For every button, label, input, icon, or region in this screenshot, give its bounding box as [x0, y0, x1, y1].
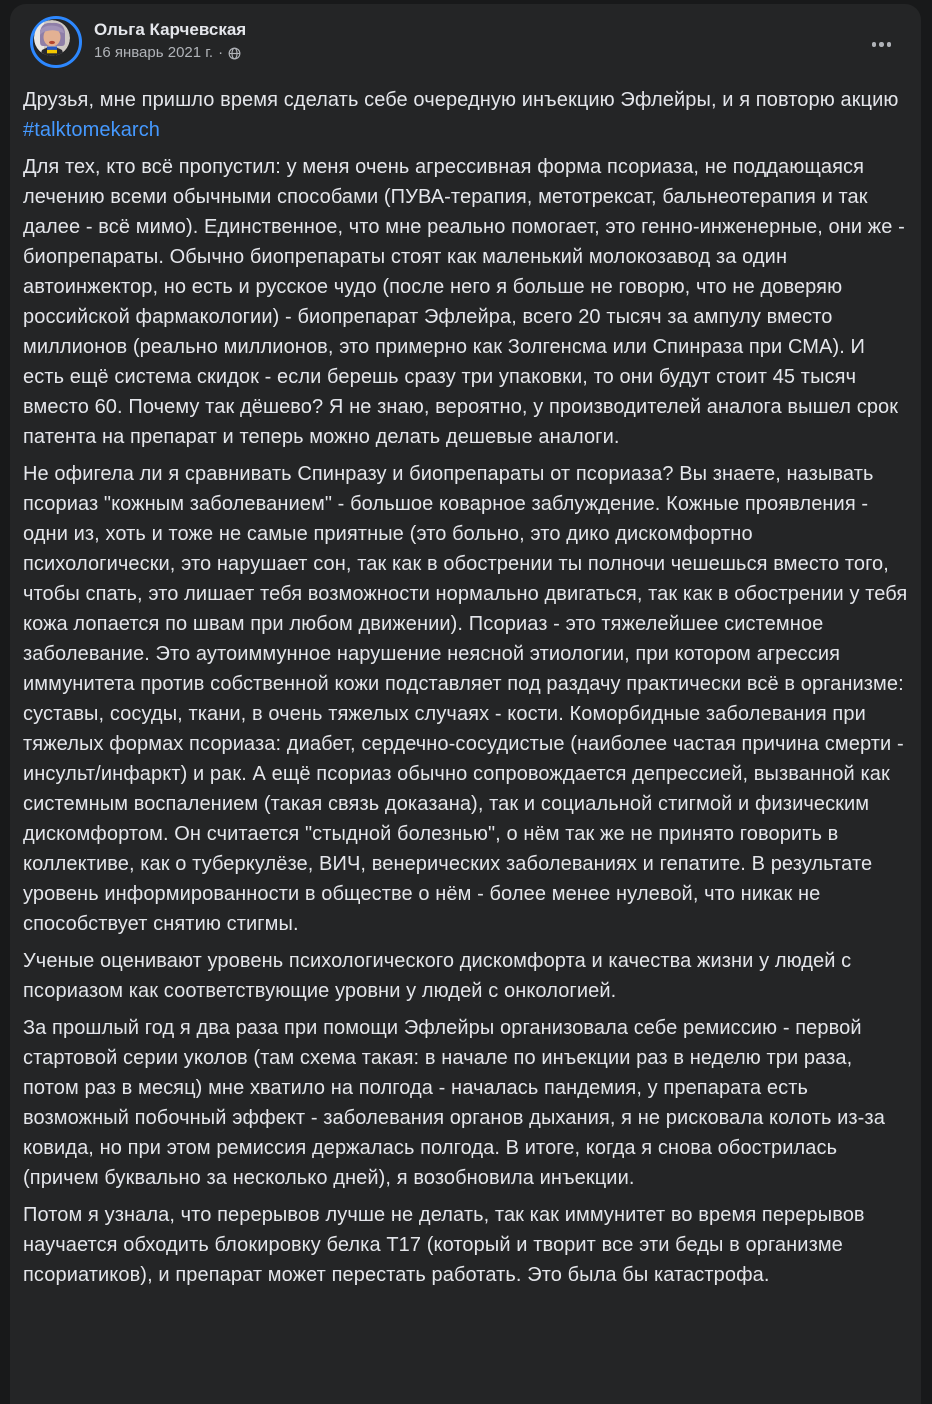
hashtag-link[interactable]: #talktomekarch	[23, 119, 161, 141]
dot-icon	[887, 42, 892, 47]
post-options-button[interactable]	[868, 34, 896, 55]
post-header	[10, 4, 921, 68]
post-paragraph: За прошлый год я два раза при помощи Эфлейры организовала себе ремиссию - первой стартовой серии уколов (там схема такая: в начале по инъекции раз в неделю три раза, потом раз в месяц) мне хватило на полгода - началась пандемия, у препарата есть возможный побочный эффект - заболевания органов дыхания, я не рисковала колоть из-за ковида, но при этом ремиссия держалась полгода. В итоге, когда я снова обострилась (причем буквально за несколько дней), я возобновила инъекции.	[23, 1017, 885, 1189]
globe-privacy-icon	[228, 47, 241, 60]
dot-icon	[872, 42, 877, 47]
post-paragraph: Для тех, кто всё пропустил: у меня очень агрессивная форма псориаза, не поддающаяся лечению всеми обычными способами (ПУВА-терапия, метотрексат, бальнеотерапия и так далее - всё мимо). Единственное, что мне реально помогает, это генно-инженерные, они же - биопрепараты. Обычно биопрепараты стоят как маленький молокозавод за один автоинжектор, но есть и русское чудо (после него я больше не говорю, что не доверяю российской фармакологии) - биопрепарат Эфлейра, всего 20 тысяч за ампулу вместо миллионов (реально миллионов, это примерно как Золгенсма или Спинраза при СМА). И есть ещё система скидок - если берешь сразу три упаковки, то они будут стоит 45 тысяч вместо 60. Почему так дёшево? Я не знаю, вероятно, у производителей аналога вышел срок патента на препарат и теперь можно делать дешевые аналоги.	[23, 156, 905, 448]
dot-icon	[879, 42, 884, 47]
post-paragraph: Не офигела ли я сравнивать Спинразу и биопрепараты от псориаза? Вы знаете, называть псориаз "кожным заболеванием" - большое коварное заблуждение. Кожные проявления - одни из, хоть и тоже не самые приятные (это больно, это дико дискомфортно психологически, это нарушает сон, так как в обострении ты полночи чешешься вместо того, чтобы спать, это лишает тебя возможности нормально двигаться, так как в обострении у тебя кожа лопается по швам при любом движении). Псориаз - это тяжелейшее системное заболевание. Это аутоиммунное нарушение неясной этиологии, при котором агрессия иммунитета против собственной кожи подставляет под раздачу практически всё в организме: суставы, сосуды, ткани, в очень тяжелых случаях - кости. Коморбидные заболевания при тяжелых формах псориаза: диабет, сердечно-сосудистые (наиболее частая причина смерти - инсульт/инфаркт) и рак. А ещё псориаз обычно сопровождается депрессией, вызванной как системным воспалением (такая связь доказана), так и социальной стигмой и физическим дискомфортом. Он считается "стыдной болезнью", о нём так же не принято говорить в коллективе, как о туберкулёзе, ВИЧ, венерических заболеваниях и гепатите. В результате уровень информированности в обществе о нём - более менее нулевой, что никак не способствует снятию стигмы.	[23, 463, 908, 935]
paragraph-text: Друзья, мне пришло время сделать себе очередную инъекцию Эфлейры, и я повторю акцию	[23, 89, 899, 111]
post-card	[10, 4, 921, 1404]
post-paragraph: Потом я узнала, что перерывов лучше не делать, так как иммунитет во время перерывов научается обходить блокировку белка Т17 (который и творит все эти беды в организме псориатиков), и препарат может перестать работать. Это была бы катастрофа.	[23, 1204, 865, 1286]
post-paragraph	[23, 85, 909, 145]
post-timestamp[interactable]: 16 январь 2021 г.	[94, 44, 214, 61]
post-text	[10, 68, 921, 1314]
separator-dot: ·	[218, 44, 224, 61]
author-name[interactable]: Ольга Карчевская	[94, 20, 247, 39]
avatar[interactable]	[30, 16, 82, 68]
post-paragraph: Ученые оценивают уровень психологического дискомфорта и качества жизни у людей с псориазом как соответствующие уровни у людей с онкологией.	[23, 950, 852, 1002]
post-subline	[94, 43, 246, 62]
avatar-image	[34, 20, 78, 56]
header-meta	[94, 16, 246, 62]
